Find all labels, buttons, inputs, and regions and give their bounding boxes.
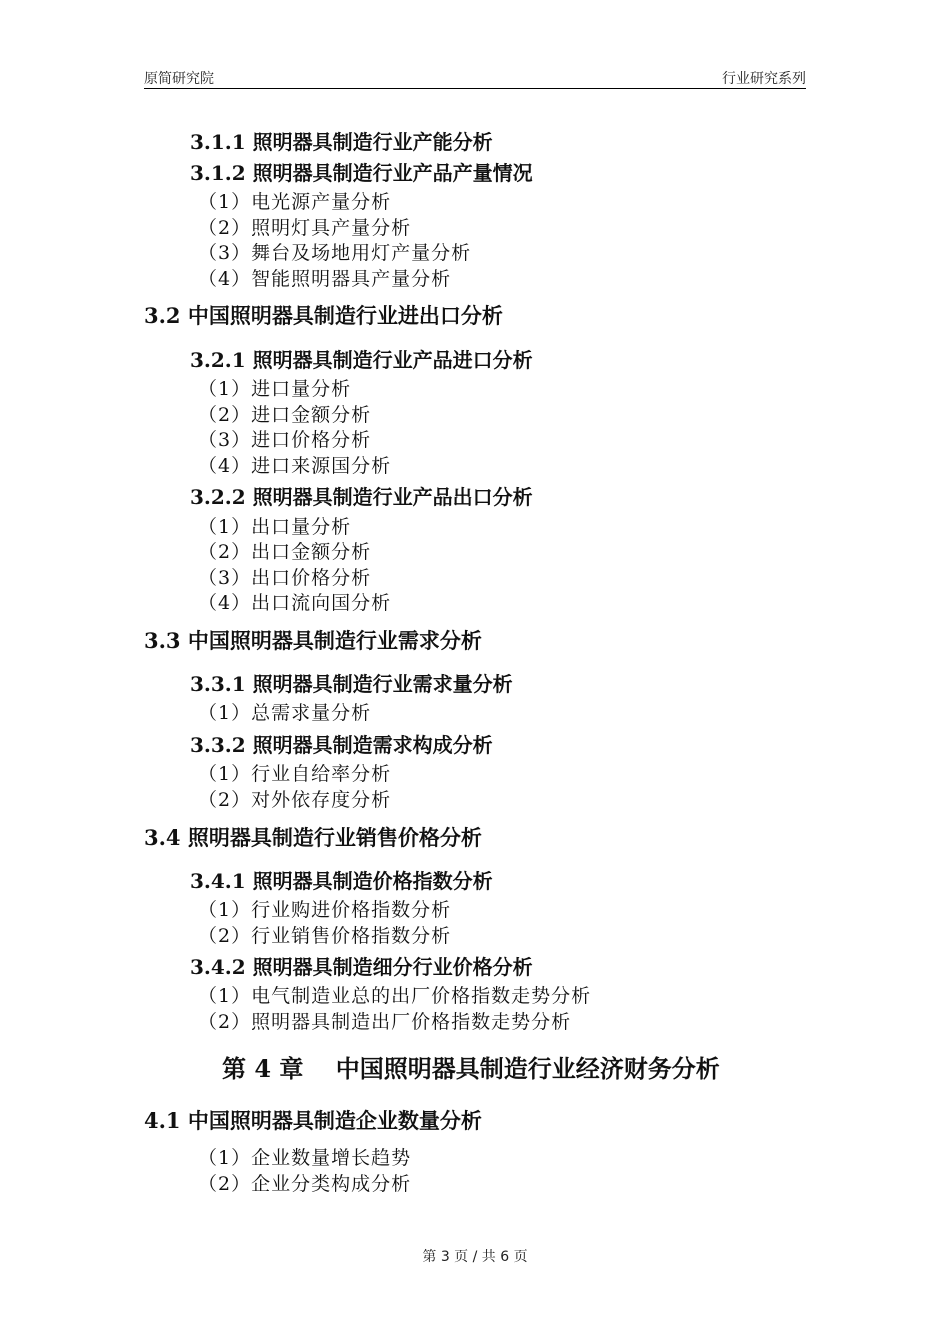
section-3-2-2: 3.2.2 照明器具制造行业产品出口分析 <box>190 485 533 509</box>
list-item: （1）行业自给率分析 <box>198 763 392 785</box>
section-3-3-2: 3.3.2 照明器具制造需求构成分析 <box>190 733 493 757</box>
section-4-1: 4.1 中国照明器具制造企业数量分析 <box>144 1108 482 1133</box>
section-3-4: 3.4 照明器具制造行业销售价格分析 <box>144 825 482 850</box>
section-3-1-1: 3.1.1 照明器具制造行业产能分析 <box>190 130 493 154</box>
page-number: 第 3 页 / 共 6 页 <box>422 1249 528 1265</box>
list-item: （1）企业数量增长趋势 <box>198 1147 412 1169</box>
list-item: （2）企业分类构成分析 <box>198 1173 412 1195</box>
list-item: （2）进口金额分析 <box>198 404 372 426</box>
list-item: （2）照明灯具产量分析 <box>198 217 412 239</box>
list-item: （1）电气制造业总的出厂价格指数走势分析 <box>198 985 592 1007</box>
list-item: （1）总需求量分析 <box>198 702 372 724</box>
list-item: （4）进口来源国分析 <box>198 455 392 477</box>
list-item: （4）出口流向国分析 <box>198 592 392 614</box>
list-item: （2）照明器具制造出厂价格指数走势分析 <box>198 1011 572 1033</box>
list-item: （2）出口金额分析 <box>198 541 372 563</box>
list-item: （1）行业购进价格指数分析 <box>198 899 452 921</box>
section-3-3-1: 3.3.1 照明器具制造行业需求量分析 <box>190 672 513 696</box>
page-header <box>144 66 806 89</box>
list-item: （4）智能照明器具产量分析 <box>198 268 452 290</box>
list-item: （3）舞台及场地用灯产量分析 <box>198 242 472 264</box>
list-item: （3）进口价格分析 <box>198 429 372 451</box>
header-series: 行业研究系列 <box>722 71 806 87</box>
section-3-4-1: 3.4.1 照明器具制造价格指数分析 <box>190 869 493 893</box>
list-item: （2）行业销售价格指数分析 <box>198 925 452 947</box>
list-item: （2）对外依存度分析 <box>198 789 392 811</box>
list-item: （1）进口量分析 <box>198 378 352 400</box>
section-3-2-1: 3.2.1 照明器具制造行业产品进口分析 <box>190 348 533 372</box>
section-3-3: 3.3 中国照明器具制造行业需求分析 <box>144 628 482 653</box>
header-publisher: 原简研究院 <box>144 71 214 87</box>
list-item: （1）出口量分析 <box>198 516 352 538</box>
chapter-4-title: 第 4 章 中国照明器具制造行业经济财务分析 <box>222 1054 720 1083</box>
section-3-4-2: 3.4.2 照明器具制造细分行业价格分析 <box>190 955 533 979</box>
section-3-2: 3.2 中国照明器具制造行业进出口分析 <box>144 303 503 328</box>
list-item: （1）电光源产量分析 <box>198 191 392 213</box>
section-3-1-2: 3.1.2 照明器具制造行业产品产量情况 <box>190 161 533 185</box>
list-item: （3）出口价格分析 <box>198 567 372 589</box>
